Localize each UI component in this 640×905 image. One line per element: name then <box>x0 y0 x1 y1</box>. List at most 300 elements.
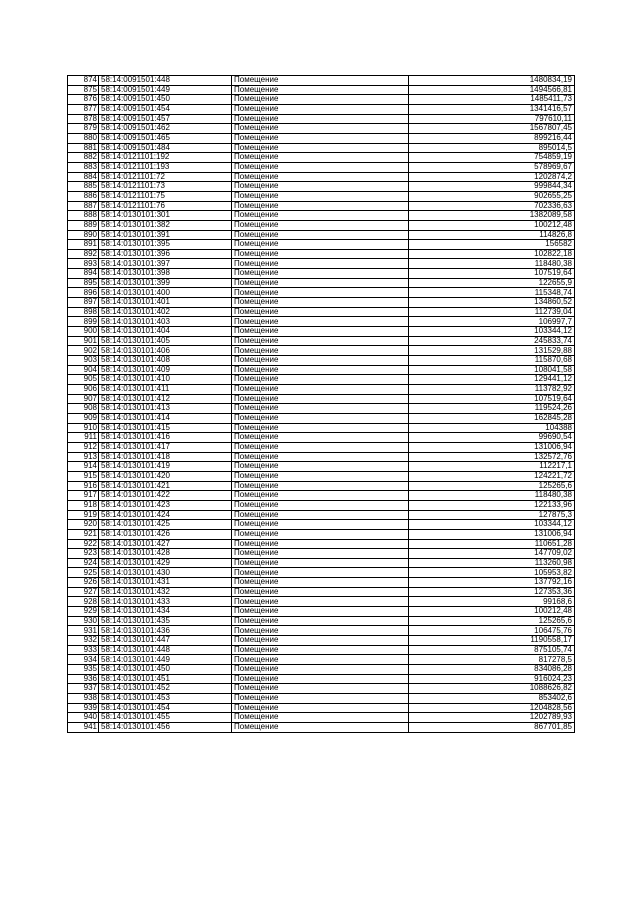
row-number-cell: 876 <box>68 95 99 105</box>
cadastral-number-cell: 58:14:0130101:403 <box>99 317 232 327</box>
object-type-cell: Помещение <box>232 655 409 665</box>
cadastral-value-cell: 115348,74 <box>409 288 575 298</box>
object-type-cell: Помещение <box>232 423 409 433</box>
table-row <box>68 636 575 646</box>
table-row <box>68 288 575 298</box>
object-type-cell: Помещение <box>232 626 409 636</box>
table-row <box>68 500 575 510</box>
cadastral-number-cell: 58:14:0130101:398 <box>99 269 232 279</box>
table-row <box>68 307 575 317</box>
row-number-cell: 918 <box>68 500 99 510</box>
cadastral-value-cell: 1202789,93 <box>409 713 575 723</box>
object-type-cell: Помещение <box>232 404 409 414</box>
cadastral-number-cell: 58:14:0130101:420 <box>99 471 232 481</box>
table-row <box>68 491 575 501</box>
row-number-cell: 897 <box>68 298 99 308</box>
cadastral-number-cell: 58:14:0121101:72 <box>99 172 232 182</box>
row-number-cell: 926 <box>68 578 99 588</box>
row-number-cell: 924 <box>68 558 99 568</box>
cadastral-number-cell: 58:14:0130101:396 <box>99 249 232 259</box>
cadastral-value-cell: 107519,64 <box>409 269 575 279</box>
cadastral-value-cell: 1494566,81 <box>409 85 575 95</box>
object-type-cell: Помещение <box>232 597 409 607</box>
table-row <box>68 433 575 443</box>
row-number-cell: 925 <box>68 568 99 578</box>
row-number-cell: 907 <box>68 394 99 404</box>
cadastral-number-cell: 58:14:0130101:382 <box>99 220 232 230</box>
table-row <box>68 645 575 655</box>
object-type-cell: Помещение <box>232 307 409 317</box>
cadastral-value-cell: 105953,82 <box>409 568 575 578</box>
table-row <box>68 520 575 530</box>
cadastral-value-cell: 118480,38 <box>409 491 575 501</box>
cadastral-number-cell: 58:14:0091501:462 <box>99 124 232 134</box>
cadastral-number-cell: 58:14:0130101:453 <box>99 694 232 704</box>
cadastral-value-cell: 1567807,45 <box>409 124 575 134</box>
row-number-cell: 920 <box>68 520 99 530</box>
table-row <box>68 162 575 172</box>
row-number-cell: 883 <box>68 162 99 172</box>
table-row <box>68 191 575 201</box>
object-type-cell: Помещение <box>232 636 409 646</box>
object-type-cell: Помещение <box>232 510 409 520</box>
row-number-cell: 890 <box>68 230 99 240</box>
row-number-cell: 932 <box>68 636 99 646</box>
table-row <box>68 114 575 124</box>
cadastral-value-cell: 131529,88 <box>409 346 575 356</box>
cadastral-value-cell: 1204828,56 <box>409 703 575 713</box>
row-number-cell: 931 <box>68 626 99 636</box>
row-number-cell: 937 <box>68 684 99 694</box>
object-type-cell: Помещение <box>232 114 409 124</box>
object-type-cell: Помещение <box>232 249 409 259</box>
cadastral-value-cell: 113782,92 <box>409 385 575 395</box>
cadastral-number-cell: 58:14:0091501:448 <box>99 76 232 86</box>
table-row <box>68 578 575 588</box>
object-type-cell: Помещение <box>232 385 409 395</box>
cadastral-value-cell: 100212,48 <box>409 220 575 230</box>
cadastral-number-cell: 58:14:0130101:424 <box>99 510 232 520</box>
table-row <box>68 95 575 105</box>
row-number-cell: 887 <box>68 201 99 211</box>
cadastral-value-cell: 112739,04 <box>409 307 575 317</box>
object-type-cell: Помещение <box>232 578 409 588</box>
row-number-cell: 892 <box>68 249 99 259</box>
cadastral-number-cell: 58:14:0130101:415 <box>99 423 232 433</box>
table-row <box>68 153 575 163</box>
object-type-cell: Помещение <box>232 549 409 559</box>
cadastral-value-cell: 867701,85 <box>409 722 575 732</box>
cadastral-value-cell: 122133,96 <box>409 500 575 510</box>
cadastral-value-cell: 114826,8 <box>409 230 575 240</box>
row-number-cell: 933 <box>68 645 99 655</box>
table-row <box>68 539 575 549</box>
table-row <box>68 549 575 559</box>
table-row <box>68 529 575 539</box>
table-row <box>68 133 575 143</box>
cadastral-number-cell: 58:14:0121101:75 <box>99 191 232 201</box>
cadastral-value-cell: 817278,5 <box>409 655 575 665</box>
table-row <box>68 298 575 308</box>
object-type-cell: Помещение <box>232 124 409 134</box>
table-row <box>68 481 575 491</box>
cadastral-number-cell: 58:14:0130101:414 <box>99 413 232 423</box>
table-row <box>68 722 575 732</box>
object-type-cell: Помещение <box>232 259 409 269</box>
object-type-cell: Помещение <box>232 722 409 732</box>
table-row <box>68 423 575 433</box>
row-number-cell: 898 <box>68 307 99 317</box>
cadastral-table-body <box>68 76 575 733</box>
object-type-cell: Помещение <box>232 413 409 423</box>
cadastral-number-cell: 58:14:0130101:423 <box>99 500 232 510</box>
object-type-cell: Помещение <box>232 713 409 723</box>
cadastral-number-cell: 58:14:0091501:450 <box>99 95 232 105</box>
cadastral-value-cell: 875105,74 <box>409 645 575 655</box>
row-number-cell: 881 <box>68 143 99 153</box>
row-number-cell: 880 <box>68 133 99 143</box>
cadastral-value-cell: 132572,76 <box>409 452 575 462</box>
cadastral-value-cell: 118480,38 <box>409 259 575 269</box>
cadastral-number-cell: 58:14:0130101:408 <box>99 356 232 366</box>
object-type-cell: Помещение <box>232 356 409 366</box>
table-row <box>68 587 575 597</box>
object-type-cell: Помещение <box>232 346 409 356</box>
row-number-cell: 929 <box>68 607 99 617</box>
table-row <box>68 365 575 375</box>
table-row <box>68 278 575 288</box>
cadastral-value-cell: 147709,02 <box>409 549 575 559</box>
cadastral-number-cell: 58:14:0130101:432 <box>99 587 232 597</box>
cadastral-value-cell: 107519,64 <box>409 394 575 404</box>
row-number-cell: 930 <box>68 616 99 626</box>
cadastral-number-cell: 58:14:0130101:400 <box>99 288 232 298</box>
cadastral-value-cell: 162845,28 <box>409 413 575 423</box>
table-row <box>68 413 575 423</box>
object-type-cell: Помещение <box>232 172 409 182</box>
cadastral-number-cell: 58:14:0130101:416 <box>99 433 232 443</box>
cadastral-value-cell: 1202874,2 <box>409 172 575 182</box>
object-type-cell: Помещение <box>232 85 409 95</box>
cadastral-number-cell: 58:14:0130101:436 <box>99 626 232 636</box>
cadastral-value-cell: 1480834,19 <box>409 76 575 86</box>
cadastral-value-cell: 127353,36 <box>409 587 575 597</box>
table-row <box>68 703 575 713</box>
object-type-cell: Помещение <box>232 143 409 153</box>
cadastral-table <box>67 75 575 733</box>
object-type-cell: Помещение <box>232 616 409 626</box>
cadastral-value-cell: 131006,94 <box>409 529 575 539</box>
object-type-cell: Помещение <box>232 269 409 279</box>
cadastral-number-cell: 58:14:0130101:401 <box>99 298 232 308</box>
table-row <box>68 346 575 356</box>
cadastral-value-cell: 99690,54 <box>409 433 575 443</box>
cadastral-number-cell: 58:14:0121101:73 <box>99 182 232 192</box>
cadastral-number-cell: 58:14:0130101:422 <box>99 491 232 501</box>
row-number-cell: 916 <box>68 481 99 491</box>
cadastral-number-cell: 58:14:0130101:433 <box>99 597 232 607</box>
table-row <box>68 597 575 607</box>
cadastral-value-cell: 108041,58 <box>409 365 575 375</box>
object-type-cell: Помещение <box>232 182 409 192</box>
object-type-cell: Помещение <box>232 191 409 201</box>
cadastral-number-cell: 58:14:0130101:405 <box>99 336 232 346</box>
cadastral-number-cell: 58:14:0130101:456 <box>99 722 232 732</box>
cadastral-number-cell: 58:14:0091501:454 <box>99 104 232 114</box>
cadastral-number-cell: 58:14:0130101:301 <box>99 211 232 221</box>
row-number-cell: 905 <box>68 375 99 385</box>
cadastral-value-cell: 134860,52 <box>409 298 575 308</box>
table-row <box>68 317 575 327</box>
row-number-cell: 927 <box>68 587 99 597</box>
object-type-cell: Помещение <box>232 336 409 346</box>
cadastral-number-cell: 58:14:0130101:391 <box>99 230 232 240</box>
table-row <box>68 558 575 568</box>
table-row <box>68 201 575 211</box>
object-type-cell: Помещение <box>232 587 409 597</box>
row-number-cell: 889 <box>68 220 99 230</box>
cadastral-value-cell: 124221,72 <box>409 471 575 481</box>
row-number-cell: 906 <box>68 385 99 395</box>
row-number-cell: 904 <box>68 365 99 375</box>
cadastral-value-cell: 797610,11 <box>409 114 575 124</box>
cadastral-value-cell: 102822,18 <box>409 249 575 259</box>
cadastral-value-cell: 125265,6 <box>409 616 575 626</box>
cadastral-number-cell: 58:14:0130101:413 <box>99 404 232 414</box>
row-number-cell: 877 <box>68 104 99 114</box>
row-number-cell: 902 <box>68 346 99 356</box>
cadastral-number-cell: 58:14:0121101:193 <box>99 162 232 172</box>
row-number-cell: 922 <box>68 539 99 549</box>
row-number-cell: 908 <box>68 404 99 414</box>
cadastral-number-cell: 58:14:0130101:411 <box>99 385 232 395</box>
table-row <box>68 442 575 452</box>
row-number-cell: 879 <box>68 124 99 134</box>
row-number-cell: 882 <box>68 153 99 163</box>
table-row <box>68 104 575 114</box>
object-type-cell: Помещение <box>232 520 409 530</box>
object-type-cell: Помещение <box>232 491 409 501</box>
cadastral-value-cell: 916024,23 <box>409 674 575 684</box>
cadastral-value-cell: 104388 <box>409 423 575 433</box>
table-row <box>68 655 575 665</box>
cadastral-number-cell: 58:14:0130101:426 <box>99 529 232 539</box>
table-row <box>68 259 575 269</box>
cadastral-number-cell: 58:14:0130101:404 <box>99 327 232 337</box>
table-row <box>68 172 575 182</box>
row-number-cell: 913 <box>68 452 99 462</box>
row-number-cell: 928 <box>68 597 99 607</box>
object-type-cell: Помещение <box>232 529 409 539</box>
cadastral-number-cell: 58:14:0130101:455 <box>99 713 232 723</box>
table-row <box>68 249 575 259</box>
table-row <box>68 665 575 675</box>
object-type-cell: Помещение <box>232 433 409 443</box>
cadastral-value-cell: 106475,76 <box>409 626 575 636</box>
object-type-cell: Помещение <box>232 442 409 452</box>
table-row <box>68 356 575 366</box>
cadastral-value-cell: 1485411,73 <box>409 95 575 105</box>
object-type-cell: Помещение <box>232 201 409 211</box>
table-row <box>68 182 575 192</box>
object-type-cell: Помещение <box>232 317 409 327</box>
cadastral-value-cell: 129441,12 <box>409 375 575 385</box>
row-number-cell: 888 <box>68 211 99 221</box>
cadastral-value-cell: 103344,12 <box>409 520 575 530</box>
cadastral-value-cell: 853402,6 <box>409 694 575 704</box>
table-row <box>68 76 575 86</box>
cadastral-number-cell: 58:14:0130101:399 <box>99 278 232 288</box>
cadastral-number-cell: 58:14:0130101:431 <box>99 578 232 588</box>
row-number-cell: 893 <box>68 259 99 269</box>
cadastral-value-cell: 1382089,58 <box>409 211 575 221</box>
object-type-cell: Помещение <box>232 558 409 568</box>
cadastral-number-cell: 58:14:0130101:402 <box>99 307 232 317</box>
cadastral-number-cell: 58:14:0130101:435 <box>99 616 232 626</box>
table-row <box>68 85 575 95</box>
cadastral-number-cell: 58:14:0130101:425 <box>99 520 232 530</box>
table-row <box>68 336 575 346</box>
table-row <box>68 394 575 404</box>
cadastral-number-cell: 58:14:0091501:484 <box>99 143 232 153</box>
table-row <box>68 607 575 617</box>
row-number-cell: 912 <box>68 442 99 452</box>
cadastral-value-cell: 131006,94 <box>409 442 575 452</box>
cadastral-value-cell: 1190558,17 <box>409 636 575 646</box>
object-type-cell: Помещение <box>232 375 409 385</box>
cadastral-value-cell: 106997,7 <box>409 317 575 327</box>
row-number-cell: 878 <box>68 114 99 124</box>
row-number-cell: 935 <box>68 665 99 675</box>
cadastral-number-cell: 58:14:0130101:412 <box>99 394 232 404</box>
object-type-cell: Помещение <box>232 220 409 230</box>
row-number-cell: 903 <box>68 356 99 366</box>
cadastral-value-cell: 834086,28 <box>409 665 575 675</box>
table-row <box>68 220 575 230</box>
table-row <box>68 269 575 279</box>
object-type-cell: Помещение <box>232 104 409 114</box>
cadastral-number-cell: 58:14:0130101:419 <box>99 462 232 472</box>
cadastral-value-cell: 99168,6 <box>409 597 575 607</box>
table-row <box>68 124 575 134</box>
table-row <box>68 626 575 636</box>
cadastral-number-cell: 58:14:0130101:451 <box>99 674 232 684</box>
object-type-cell: Помещение <box>232 607 409 617</box>
cadastral-value-cell: 899216,44 <box>409 133 575 143</box>
cadastral-value-cell: 1341416,57 <box>409 104 575 114</box>
cadastral-value-cell: 127875,3 <box>409 510 575 520</box>
cadastral-number-cell: 58:14:0121101:76 <box>99 201 232 211</box>
table-row <box>68 568 575 578</box>
row-number-cell: 934 <box>68 655 99 665</box>
cadastral-value-cell: 113260,98 <box>409 558 575 568</box>
row-number-cell: 941 <box>68 722 99 732</box>
object-type-cell: Помещение <box>232 153 409 163</box>
row-number-cell: 919 <box>68 510 99 520</box>
row-number-cell: 896 <box>68 288 99 298</box>
cadastral-value-cell: 245833,74 <box>409 336 575 346</box>
cadastral-value-cell: 103344,12 <box>409 327 575 337</box>
table-row <box>68 684 575 694</box>
row-number-cell: 886 <box>68 191 99 201</box>
table-row <box>68 616 575 626</box>
row-number-cell: 894 <box>68 269 99 279</box>
object-type-cell: Помещение <box>232 365 409 375</box>
table-row <box>68 471 575 481</box>
row-number-cell: 936 <box>68 674 99 684</box>
object-type-cell: Помещение <box>232 452 409 462</box>
object-type-cell: Помещение <box>232 665 409 675</box>
cadastral-number-cell: 58:14:0130101:395 <box>99 240 232 250</box>
row-number-cell: 910 <box>68 423 99 433</box>
cadastral-number-cell: 58:14:0130101:450 <box>99 665 232 675</box>
cadastral-number-cell: 58:14:0091501:457 <box>99 114 232 124</box>
cadastral-number-cell: 58:14:0091501:465 <box>99 133 232 143</box>
object-type-cell: Помещение <box>232 462 409 472</box>
table-row <box>68 674 575 684</box>
cadastral-number-cell: 58:14:0091501:449 <box>99 85 232 95</box>
object-type-cell: Помещение <box>232 394 409 404</box>
object-type-cell: Помещение <box>232 694 409 704</box>
cadastral-number-cell: 58:14:0130101:409 <box>99 365 232 375</box>
cadastral-value-cell: 122655,9 <box>409 278 575 288</box>
table-row <box>68 375 575 385</box>
row-number-cell: 914 <box>68 462 99 472</box>
row-number-cell: 895 <box>68 278 99 288</box>
cadastral-value-cell: 1088626,82 <box>409 684 575 694</box>
cadastral-value-cell: 902655,25 <box>409 191 575 201</box>
table-row <box>68 462 575 472</box>
cadastral-number-cell: 58:14:0130101:430 <box>99 568 232 578</box>
cadastral-value-cell: 999844,34 <box>409 182 575 192</box>
table-row <box>68 713 575 723</box>
row-number-cell: 911 <box>68 433 99 443</box>
table-row <box>68 143 575 153</box>
table-row <box>68 694 575 704</box>
object-type-cell: Помещение <box>232 539 409 549</box>
table-row <box>68 240 575 250</box>
cadastral-value-cell: 895014,5 <box>409 143 575 153</box>
object-type-cell: Помещение <box>232 230 409 240</box>
row-number-cell: 900 <box>68 327 99 337</box>
row-number-cell: 921 <box>68 529 99 539</box>
object-type-cell: Помещение <box>232 278 409 288</box>
row-number-cell: 875 <box>68 85 99 95</box>
cadastral-number-cell: 58:14:0130101:428 <box>99 549 232 559</box>
cadastral-number-cell: 58:14:0130101:421 <box>99 481 232 491</box>
row-number-cell: 885 <box>68 182 99 192</box>
cadastral-number-cell: 58:14:0130101:429 <box>99 558 232 568</box>
table-row <box>68 510 575 520</box>
cadastral-value-cell: 119524,26 <box>409 404 575 414</box>
cadastral-value-cell: 125265,6 <box>409 481 575 491</box>
cadastral-value-cell: 156582 <box>409 240 575 250</box>
object-type-cell: Помещение <box>232 133 409 143</box>
object-type-cell: Помещение <box>232 211 409 221</box>
row-number-cell: 899 <box>68 317 99 327</box>
cadastral-number-cell: 58:14:0121101:192 <box>99 153 232 163</box>
object-type-cell: Помещение <box>232 568 409 578</box>
cadastral-value-cell: 702336,63 <box>409 201 575 211</box>
object-type-cell: Помещение <box>232 76 409 86</box>
object-type-cell: Помещение <box>232 684 409 694</box>
cadastral-number-cell: 58:14:0130101:397 <box>99 259 232 269</box>
row-number-cell: 915 <box>68 471 99 481</box>
row-number-cell: 874 <box>68 76 99 86</box>
table-row <box>68 385 575 395</box>
object-type-cell: Помещение <box>232 500 409 510</box>
row-number-cell: 901 <box>68 336 99 346</box>
